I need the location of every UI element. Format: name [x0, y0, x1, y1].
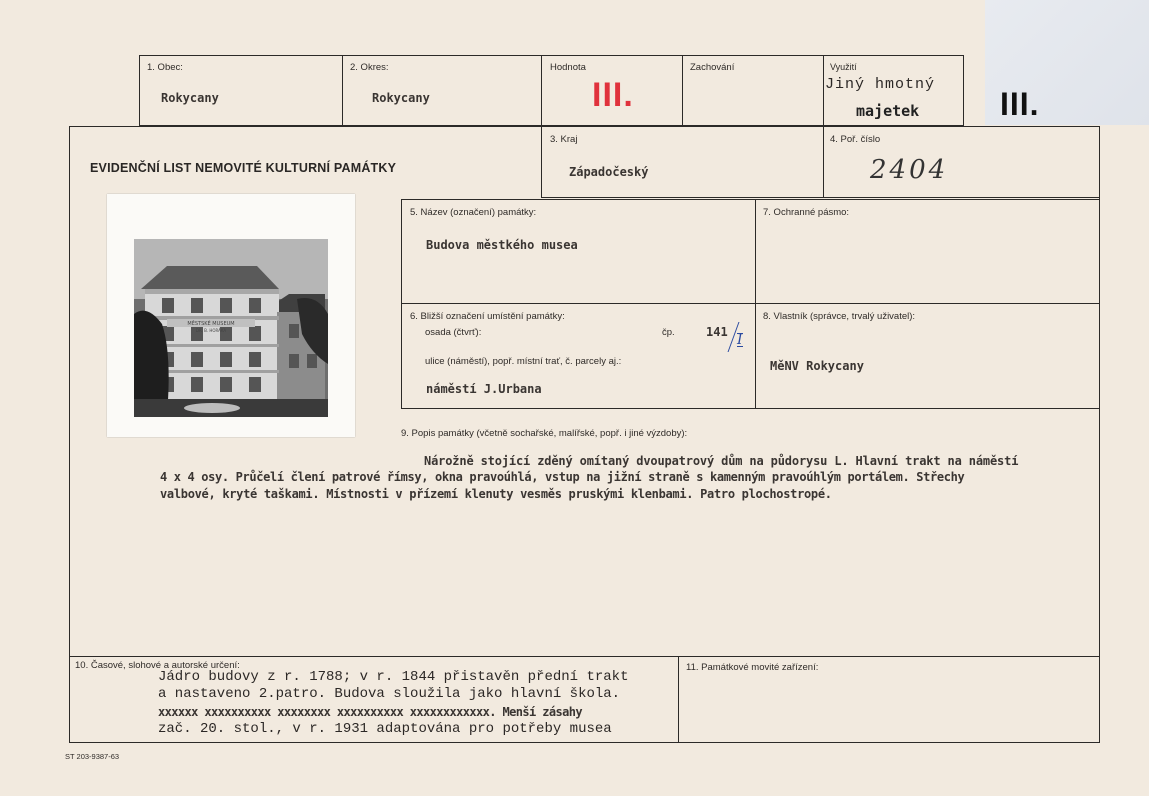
cp-value: 141 — [706, 325, 728, 339]
ulice-value: náměstí J.Urbana — [426, 382, 542, 396]
obec-value: Rokycany — [161, 91, 219, 105]
urceni-line-4: zač. 20. stol., v r. 1931 adaptována pro potřeby musea — [158, 721, 612, 737]
photo-sign-line2: DR. B. HORÁKA — [195, 328, 227, 333]
zachovani-label: Zachování — [690, 62, 735, 73]
kraj-label: 3. Kraj — [550, 134, 578, 145]
okres-label: 2. Okres: — [350, 62, 389, 73]
vyuziti-label: Využití — [830, 62, 857, 72]
kraj-box — [541, 126, 824, 198]
hodnota-label: Hodnota — [550, 62, 586, 73]
hodnota-value: III. — [592, 76, 634, 114]
umisteni-label: 6. Bližší označení umístění památky: — [410, 311, 565, 322]
zarizeni-label: 11. Památkové movité zařízení: — [686, 662, 819, 673]
popis-line-1: Nárožně stojící zděný omítaný dvoupatrový dům na půdorysu L. Hlavní trakt na náměstí — [424, 454, 1019, 468]
nazev-value: Budova městkého musea — [426, 238, 578, 252]
ulice-label: ulice (náměstí), popř. místní trať, č. parcely aj.: — [425, 356, 622, 367]
form-title: EVIDENČNÍ LIST NEMOVITÉ KULTURNÍ PAMÁTKY — [90, 161, 397, 175]
popis-line-2: 4 x 4 osy. Průčelí člení patrové římsy, okna pravoúhlá, vstup na jižní straně s kamenným pravoúhlým portálem. Střechy — [160, 470, 965, 484]
por-cislo-value: 2404 — [870, 155, 949, 185]
vyuziti-value-line2: majetek — [856, 102, 920, 120]
photo-sign-line1: MĚSTSKÉ MUSEUM — [187, 321, 235, 327]
cp-label: čp. — [662, 327, 675, 338]
museum-building-photo — [107, 194, 355, 437]
por-cislo-label: 4. Poř. číslo — [830, 134, 881, 145]
vlastnik-value: MěNV Rokycany — [770, 359, 864, 373]
vlastnik-label: 8. Vlastník (správce, trvalý uživatel): — [763, 311, 916, 322]
popis-line-3: valbové, kryté taškami. Místnosti v přízemí klenuty vesměs pruskými klenbami. Patro plochostropé. — [160, 487, 832, 501]
okres-value: Rokycany — [372, 91, 430, 105]
urceni-line-2: a nastaveno 2.patro. Budova sloužila jako hlavní škola. — [158, 686, 621, 702]
nazev-label: 5. Název (označení) památky: — [410, 207, 537, 218]
cp-suffix: I — [737, 332, 743, 348]
obec-label: 1. Obec: — [147, 62, 183, 73]
corner-category-mark: III. — [1000, 86, 1040, 122]
popis-label: 9. Popis památky (včetně sochařské, malířské, popř. i jiné výzdoby): — [401, 428, 688, 439]
vyuziti-value-line1: Jiný hmotný — [825, 76, 936, 93]
kraj-value: Západočeský — [569, 165, 649, 179]
photo-frame — [107, 194, 355, 437]
form-code: ST 203-9387-63 — [65, 752, 120, 761]
osada-label: osada (čtvrť): — [425, 327, 482, 338]
urceni-label: 10. Časové, slohové a autorské určení: — [75, 660, 240, 671]
urceni-line-1: Jádro budovy z r. 1788; v r. 1844 přistavěn přední trakt — [158, 669, 629, 685]
urceni-line-3: xxxxxx xxxxxxxxxx xxxxxxxx xxxxxxxxxx xxxxxxxxxxxx. Menší zásahy — [158, 705, 582, 719]
ochranne-pasmo-label: 7. Ochranné pásmo: — [763, 207, 850, 218]
